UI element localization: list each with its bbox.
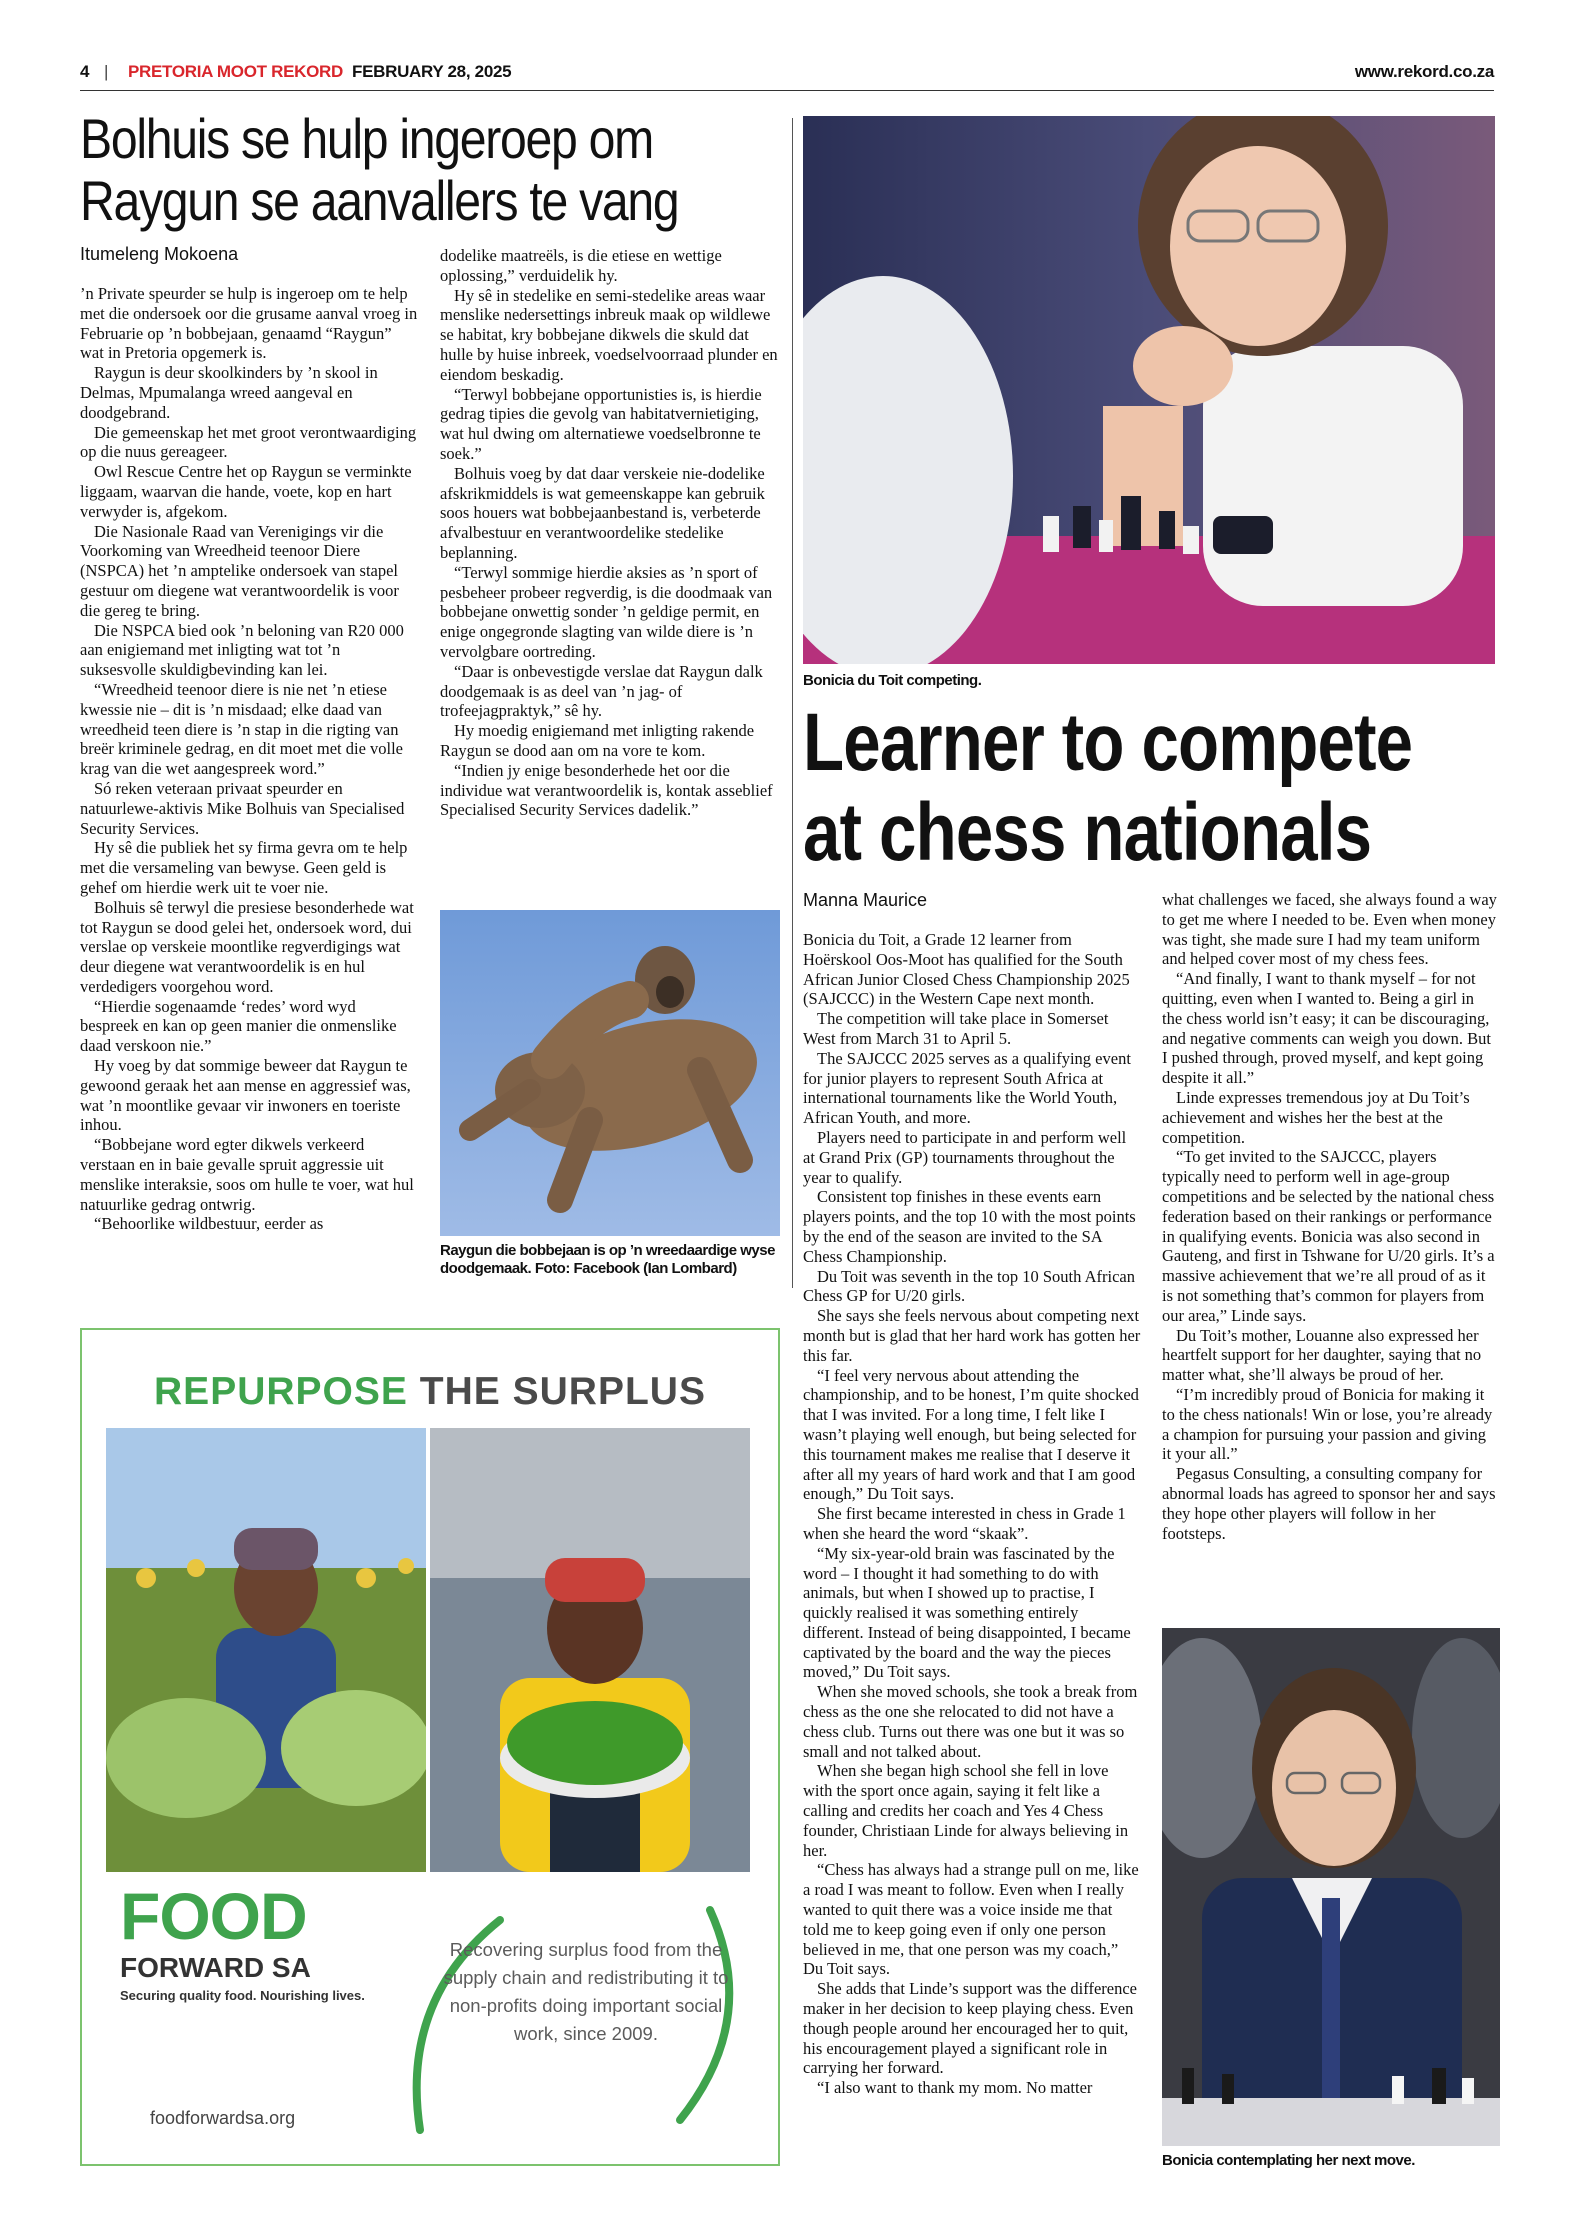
paragraph: Die gemeenskap het met groot verontwaardiging op die nuus gereageer. <box>80 422 417 462</box>
ad-copy: Recovering surplus food from the supply chain and redistributing it to non-profits doing important social work, since 2009. <box>443 1939 729 2044</box>
ad-title-green: REPURPOSE <box>154 1370 408 1413</box>
paragraph: “I feel very nervous about attending the championship, and to be honest, I’m quite shocked that I was invited. For a long time, I felt like I wasn’t playing well enough, but being selected for this tournament makes me realise that I deserve it after all my years of hard work and that I am good enough,” Du Toit says. <box>803 1365 1139 1504</box>
paragraph: Die Nasionale Raad van Verenigings vir die Voorkoming van Wreedheid teenoor Diere (NSPCA) het ’n amptelike ondersoek van stapel gestuur om diegene wat verantwoordelik is voor die gereg te bring. <box>80 521 399 620</box>
baboon-column-1 <box>80 284 418 1234</box>
paragraph: Hy sê die publiek het sy firma gevra om te help met die versameling van bewyse. Geen geld is gehef om hierdie werk uit te voer nie. <box>80 838 408 897</box>
paragraph: Hy voeg by dat sommige beweer dat Raygun te gewoond geraak het aan mense en aggressief was, wat ’n moontlike gevaar vir inwoners en toeriste inhou. <box>80 1056 411 1135</box>
chess-headline: Learner to compete at chess nationals <box>803 697 1413 878</box>
paragraph: “Indien jy enige besonderhede het oor die individue wat verantwoordelik is, kontak asseblief Specialised Security Services dadelik.” <box>440 760 773 820</box>
paragraph: “Terwyl bobbejane opportunisties is, is hierdie gedrag tipies die gevolg van habitatvernietiging, wat hul dwing om alternatiewe voedselbronne te soek.” <box>440 384 762 463</box>
paragraph: “Terwyl sommige hierdie aksies as ’n sport of pesbeheer probeer regverdig, is die doodmaak van bobbejane onwettig sonder ’n geldige permit, en enige ongegronde slagting van wilde diere is ’n vervolgbare oortreding. <box>440 562 773 661</box>
publication-name: PRETORIA MOOT REKORD <box>128 62 344 81</box>
baboon-headline: Bolhuis se hulp ingeroep om Raygun se aanvallers te vang <box>80 107 679 232</box>
paragraph: The competition will take place in Somerset West from March 31 to April 5. <box>803 1009 1109 1048</box>
paragraph: “Wreedheid teenoor diere is nie net ’n etiese kwessie nie – dit is ’n misdaad; elke daad van wreedheid teen diere is ’n stap in die rigting van breër kriminele gedrag, en dit moet met die volle krag van die wet aangespreek word.” <box>80 679 404 779</box>
baboon-photo <box>440 910 780 1236</box>
food-forward-logo <box>120 1880 420 2003</box>
paragraph: Bonicia du Toit, a Grade 12 learner from Hoërskool Oos-Moot has qualified for the South African Junior Closed Chess Championship 2025 (SAJCCC) in the Western Cape next month. <box>803 930 1130 1009</box>
page-header <box>80 62 1494 86</box>
paragraph: Hy sê in stedelike en semi-stedelike areas waar menslike nedersettings inbreuk maak op wildlewe se habitat, kry bobbejane dikwels die skuld dat hulle by huise inbreek, voedselvoorraad plunder en eiendom beskadig. <box>440 285 778 384</box>
paragraph: “Bobbejane word egter dikwels verkeerd verstaan en in baie gevalle spruit aggressie uit menslike interaksie, soos om hulle te voer, wat hul natuurlike gedrag ontwrig. <box>80 1135 414 1214</box>
chess-column-1 <box>803 930 1141 2098</box>
paragraph: Du Toit was seventh in the top 10 South African Chess GP for U/20 girls. <box>803 1266 1135 1306</box>
paragraph: “And finally, I want to thank myself – for not quitting, even when I wanted to. Being a girl in the chess world isn’t easy; it can be discouraging, and negative comments can weigh you down. But I pushed through, proved myself, and kept going despite it all.” <box>1162 969 1492 1088</box>
page-number: 4 <box>80 62 90 81</box>
paragraph: “Daar is onbevestigde verslae dat Raygun dalk doodgemaak is as deel van ’n jag- of trofeejagpraktyk,” sê hy. <box>440 661 763 721</box>
paragraph: “To get invited to the SAJCCC, players typically need to perform well in age-group competitions and be selected by the national chess federation based on their rankings or performance in qualifying events. Bonicia was also second in Gauteng, and first in Tshwane for U/20 girls. It’s a massive achievement that we’re all proud of as it is not something that’s common for players from our area,” Linde says. <box>1162 1147 1495 1325</box>
chess-top-photo <box>803 116 1495 664</box>
chess-player-image <box>803 116 1495 664</box>
paragraph: Só reken veteraan privaat speurder en natuurlewe-aktivis Mike Bolhuis van Specialised Security Services. <box>80 778 405 838</box>
chess-bottom-photo <box>1162 1628 1500 2146</box>
baboon-photo-caption: Raygun die bobbejaan is op ’n wreedaardige wyse doodgemaak. Foto: Facebook (Ian Lombard) <box>440 1242 775 1277</box>
paragraph: “I also want to thank my mom. No matter <box>817 2078 1093 2098</box>
paragraph: She first became interested in chess in Grade 1 when she heard the word “skaak”. <box>803 1504 1126 1543</box>
paragraph: ’n Private speurder se hulp is ingeroep om te help met die ondersoek oor die grusame aanval vroeg in Februarie op ’n bobbejaan, genaamd “Raygun” wat in Pretoria opgemerk is. <box>80 284 418 363</box>
ad-url[interactable]: foodforwardsa.org <box>150 2108 296 2128</box>
paragraph: Players need to participate in and perform well at Grand Prix (GP) tournaments throughout the year to qualify. <box>803 1127 1127 1187</box>
header-separator: | <box>104 62 109 81</box>
chess-contemplating-image <box>1162 1628 1500 2146</box>
paragraph: “I’m incredibly proud of Bonicia for making it to the chess nationals! Win or lose, you’re already a champion for pursuing your passion and giving it your all.” <box>1162 1384 1493 1464</box>
paragraph: “Chess has always had a strange pull on me, like a road I was meant to follow. Even when I really wanted to quit there was a voice inside me that told me to keep going even if only one person believed in me, that one person was my coach,” Du Toit says. <box>803 1860 1139 1979</box>
paragraph: Pegasus Consulting, a consulting company for abnormal loads has agreed to sponsor her and says they hope other players will follow in her footsteps. <box>1162 1464 1496 1543</box>
paragraph: Owl Rescue Centre het op Raygun se verminkte liggaam, waarvan die hande, voete, kop en hart verwyder is, afgekom. <box>80 462 412 521</box>
logo-forward-text: FORWARD SA <box>120 1952 311 1983</box>
paragraph: dodelike maatreëls, is die etiese en wettige oplossing,” verduidelik hy. <box>440 246 722 285</box>
chess-top-photo-caption: Bonicia du Toit competing. <box>803 672 982 689</box>
farmer-image <box>106 1428 426 1872</box>
paragraph: “My six-year-old brain was fascinated by the word – I thought it had something to do with animals, but when I showed up to practise, I quickly realised it was something entirely different. Instead of being disappointed, I became captivated by the board and the way the pieces moved,” Du Toit says. <box>803 1543 1131 1682</box>
ad-cook-photo <box>430 1428 750 1872</box>
paragraph: Du Toit’s mother, Louanne also expressed her heartfelt support for her daughter, saying that no matter what, she’ll always be proud of her. <box>1162 1325 1482 1385</box>
paragraph: Die NSPCA bied ook ’n beloning van R20 000 aan enigiemand met inligting wat tot ’n suksesvolle skuldigbevinding kan lei. <box>80 620 404 680</box>
paragraph: When she began high school she fell in love with the sport once again, saying it felt like a calling and credits her coach and Yes 4 Chess founder, Christiaan Linde for always believing in her. <box>803 1761 1129 1860</box>
paragraph: Bolhuis voeg by dat daar verskeie nie-dodelike afskrikmiddels is wat gemeenskappe kan gebruik soos houers wat bobbejaanbestand is, verbeterde afvalbestuur en verantwoordelike stedelike beplanning. <box>440 463 765 562</box>
baboon-column-2 <box>440 246 780 820</box>
chess-bottom-photo-caption: Bonicia contemplating her next move. <box>1162 2152 1415 2169</box>
paragraph: Raygun is deur skoolkinders by ’n skool in Delmas, Mpumalanga wreed aangeval en doodgebrand. <box>80 363 378 422</box>
cook-image <box>430 1428 750 1872</box>
website-url[interactable]: www.rekord.co.za <box>1354 62 1494 81</box>
chess-column-2 <box>1162 890 1498 1543</box>
ad-title-dark: THE SURPLUS <box>419 1370 706 1413</box>
paragraph: Linde expresses tremendous joy at Du Toit’s achievement and wishes her the best at the competition. <box>1162 1087 1470 1147</box>
paragraph: Bolhuis sê terwyl die presiese besonderhede wat tot Raygun se dood gelei het, ondersoek word, dui verslae op verskeie moontlike regverdigings wat deur diegene wat verantwoordelik is en hul verdedigers voorgehou word. <box>80 897 414 996</box>
paragraph: Consistent top finishes in these events earn players points, and the top 10 with the most points by the end of the season are invited to the SA Chess Championship. <box>803 1187 1136 1266</box>
paragraph: what challenges we faced, she always found a way to get me where I needed to be. Even when money was tight, she made sure I had my team uniform and helped cover most of my chess fees. <box>1162 890 1497 969</box>
paragraph: She adds that Linde’s support was the difference maker in her decision to keep playing chess. Even though people around her encouraged her to quit, his encouragement played a significant role in carrying her forward. <box>803 1979 1137 2078</box>
paragraph: “Hierdie sogenaamde ‘redes’ word wyd bespreek en kan op geen manier die onmenslike daad verskoon nie.” <box>80 996 397 1056</box>
logo-food-text: FOOD <box>120 1879 307 1953</box>
paragraph: “Behoorlike wildbestuur, eerder as <box>94 1214 324 1234</box>
column-divider <box>792 118 793 1288</box>
ad-title <box>100 1370 760 1414</box>
ad-tagline: Securing quality food. Nourishing lives. <box>120 1988 365 2003</box>
paragraph: When she moved schools, she took a break from chess as the one she relocated to did not have a chess club. Turns out there was one but it was so small and not talked about. <box>803 1682 1138 1761</box>
paragraph: The SAJCCC 2025 serves as a qualifying event for junior players to represent South Africa at international tournaments like the World Youth, African Youth, and more. <box>803 1048 1131 1128</box>
header-rule <box>80 90 1494 91</box>
paragraph: Hy moedig enigiemand met inligting rakende Raygun se dood aan om na vore te kom. <box>440 721 755 760</box>
chess-byline: Manna Maurice <box>803 890 928 910</box>
baboon-image <box>440 910 780 1236</box>
baboon-byline: Itumeleng Mokoena <box>80 244 239 264</box>
paragraph: She says she feels nervous about competing next month but is glad that her hard work has gotten her this far. <box>803 1306 1141 1365</box>
issue-date: FEBRUARY 28, 2025 <box>352 62 512 81</box>
ad-farmer-photo <box>106 1428 426 1872</box>
